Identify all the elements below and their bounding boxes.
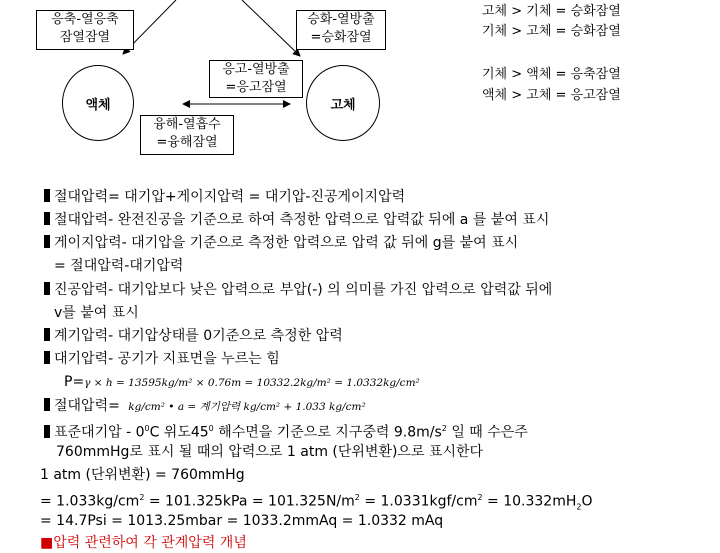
line-absolute-formula: 절대압력= kg/cm² • a = 계기압력 kg/cm² + 1.033 kg/cm² bbox=[44, 396, 366, 417]
bullet-icon bbox=[44, 282, 50, 295]
line-absolute-pressure-def: 절대압력= 대기압+게이지압력 = 대기압-진공게이지압력 bbox=[44, 187, 405, 207]
atm-formula: γ × h = 13595kg/m² × 0.76m = 10332.2kg/m² = 1.0332kg/cm² bbox=[84, 377, 420, 389]
solidification-line2: =응고잠열 bbox=[225, 80, 287, 95]
line-related-heading: ■압력 관련하여 각 관계압력 개념 bbox=[40, 535, 247, 551]
condensation-line2: 잠열잠열 bbox=[59, 30, 111, 45]
sublimation-line1: 승화-열방출 bbox=[307, 12, 375, 27]
line-standard-atm-cont: 760mmHg로 표시 될 때의 압력으로 1 atm (단위변환)으로 표시한다 bbox=[56, 444, 484, 460]
note-3: 기체 > 액체 = 응축잠열 bbox=[482, 67, 621, 82]
line-gauge-pressure-eq: = 절대압력-대기압력 bbox=[54, 258, 184, 274]
line-conversion-1: = $1.033kg/cm^2 = 101.325kPa = 101.325N/m^2 = 1.0331kgf/cm^2 = 10.332mH_2O$ bbox=[40, 493, 593, 512]
bullet-icon bbox=[44, 235, 50, 248]
sublimation-box bbox=[296, 10, 386, 50]
sublimation-line2: =승화잠열 bbox=[310, 30, 372, 45]
bullet-icon bbox=[44, 425, 50, 438]
bullet-icon bbox=[44, 328, 50, 341]
condensation-box bbox=[36, 10, 134, 50]
line-atm-formula: P=γ × h = 13595kg/m² × 0.76m = 10332.2kg/m² = 1.0332kg/cm² bbox=[64, 374, 420, 390]
bullet-icon bbox=[44, 189, 50, 202]
note-4: 액체 > 고체 = 응고잠열 bbox=[482, 88, 621, 103]
solidification-box bbox=[209, 60, 303, 98]
condensation-line1: 응축-열응축 bbox=[51, 12, 119, 27]
solid-node bbox=[306, 65, 380, 141]
melting-line1: 융해-열흡수 bbox=[153, 117, 221, 132]
bullet-icon bbox=[44, 351, 50, 364]
line-conversion-2: = 14.7Psi = 1013.25mbar = 1033.2mmAq = 1.0332 mAq bbox=[40, 513, 444, 529]
line-standard-atm: 표준대기압 - $0^0C$ 위도$45^0$ 해수면을 기준으로 지구중력 $9.8m/s^2$ 일 때 수은주 bbox=[44, 419, 528, 443]
line-atmospheric: 대기압력- 공기가 지표면을 누르는 힘 bbox=[44, 349, 280, 369]
line-vacuum-pressure: 진공압력- 대기압보다 낮은 압력으로 부압(-) 의 의미를 가진 압력으로 압력값 뒤에 bbox=[44, 280, 552, 300]
line-gauge-pressure: 게이지압력- 대기압을 기준으로 측정한 압력으로 압력 값 뒤에 g를 붙여 표시 bbox=[44, 233, 518, 253]
bullet-icon bbox=[44, 398, 50, 411]
melting-line2: =융해잠열 bbox=[156, 135, 218, 150]
note-2: 기체 > 고체 = 승화잠열 bbox=[482, 24, 621, 39]
liquid-label: 액체 bbox=[85, 97, 111, 113]
line-vacuum-pressure-cont: v를 붙여 표시 bbox=[54, 305, 139, 321]
liquid-node bbox=[62, 65, 134, 141]
solidification-line1: 응고-열방출 bbox=[222, 62, 290, 77]
line-absolute-pressure: 절대압력- 완전진공을 기준으로 하여 측정한 압력으로 압력값 뒤에 a 를 붙여 표시 bbox=[44, 210, 549, 230]
solid-label: 고체 bbox=[330, 97, 356, 113]
note-1: 고체 > 기체 = 승화잠열 bbox=[482, 4, 621, 19]
absolute-formula: kg/cm² • a = 계기압력 kg/cm² + 1.033 kg/cm² bbox=[128, 401, 366, 413]
line-gauge-meter: 계기압력- 대기압상태를 0기준으로 측정한 압력 bbox=[44, 326, 343, 346]
melting-box bbox=[140, 115, 234, 155]
line-atm-conversion: 1 atm (단위변환) = 760mmHg bbox=[40, 467, 245, 483]
bullet-icon bbox=[44, 212, 50, 225]
